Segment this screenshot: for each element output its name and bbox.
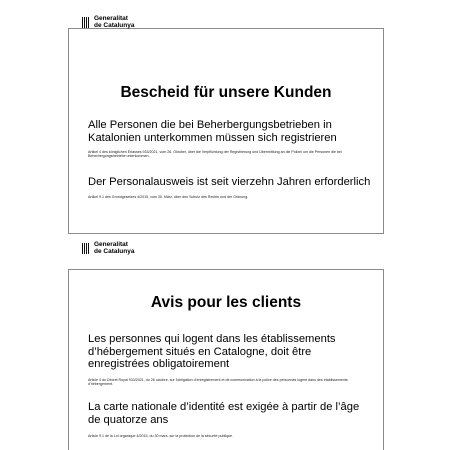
registration-requirement: Les personnes qui logent dans les établissements d’hébergement situés en Catalogne, doit être enregistrées obligatoirement [88,333,336,371]
notice-title: Avis pour les clients [150,294,302,311]
id-card-legal-note: Article 9.1 de la Loi organique 4/2015, du 30 mars, sur la protection de la sécurité publique. [88,434,234,438]
logo-line-1: Generalitat [94,15,128,22]
logo-text [94,16,134,29]
notice-french [68,241,384,450]
logo-line-1: Generalitat [94,241,128,248]
id-card-requirement: Der Personalausweis ist seit vierzehn Jahren erforderlich [88,176,371,188]
id-card-legal-note: Artikel 9.1 des Grundgesetzes 4/2015, vom 30. März, über den Schutz des Rechts und der Ordnung. [88,195,249,199]
logo-line-2: de Catalunya [94,247,135,255]
registration-legal-note: Article 4 du Décret Royal 933/2021, du 26 octobre, sur l’obligation d’enregistrement et de communication à la police des personnes logent dans des établissements d’hébergement. [88,378,348,387]
notice-title: Bescheid für unsere Kunden [120,84,332,101]
generalitat-logo [82,16,134,29]
registration-legal-note: Artikel 4 des königlichen Erlasses 933/2021, vom 26. Oktober, über die Verpflichtung der Registrierung und Übermittlung an die Polizei um die Personen die bei Beherbergungsbetriebe unterkommen. [88,150,342,159]
registration-requirement: Alle Personen die bei Beherbergungsbetrieben in Katalonien unterkommen müssen sich registrieren [88,119,337,144]
generalitat-logo [82,242,134,255]
id-card-requirement: La carte nationale d’identité est exigée à partir de l’âge de quatorze ans [88,401,360,426]
logo-line-2: de Catalunya [94,21,135,29]
notice-german [68,15,384,234]
senyera-logo-icon [82,243,90,254]
senyera-logo-icon [82,17,90,28]
logo-text [94,242,134,255]
